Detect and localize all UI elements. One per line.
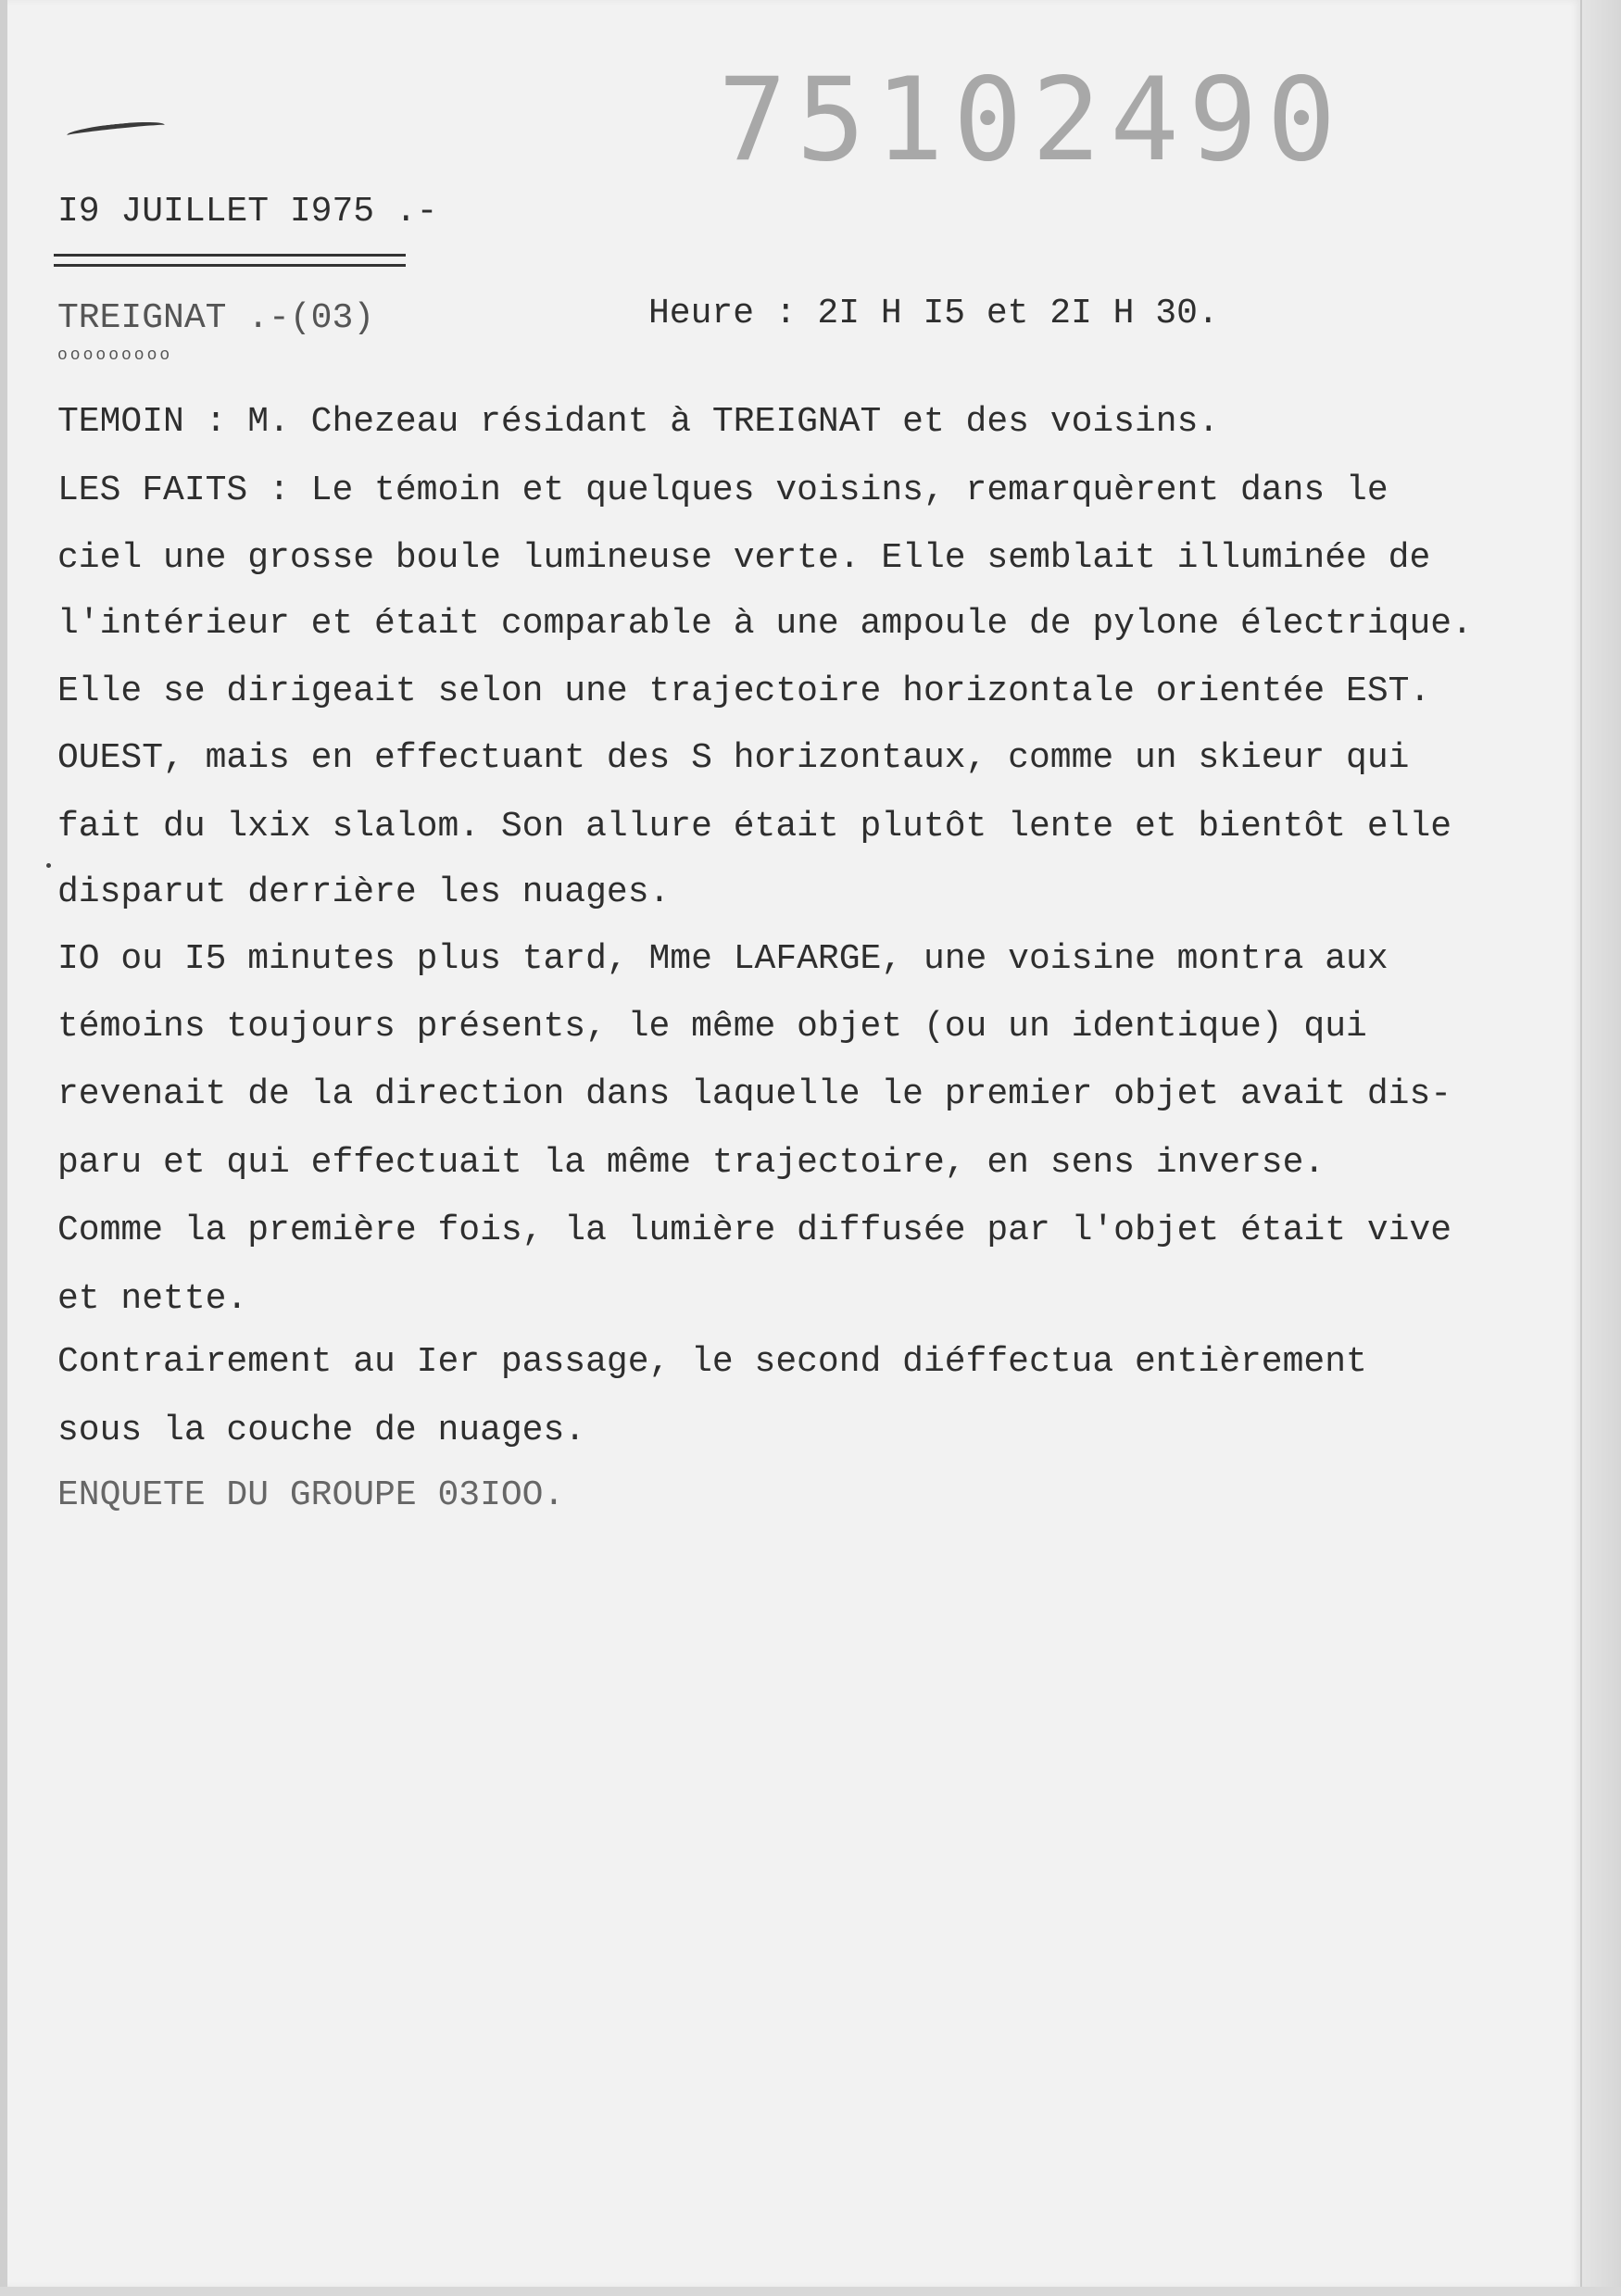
body-line: IO ou I5 minutes plus tard, Mme LAFARGE, une voisine montra aux [57, 939, 1389, 979]
body-line: TEMOIN : M. Chezeau résidant à TREIGNAT et des voisins. [57, 402, 1220, 442]
body-line: Elle se dirigeait selon une trajectoire horizontale orientée EST. [57, 671, 1431, 711]
body-line: revenait de la direction dans laquelle le premier objet avait dis- [57, 1074, 1452, 1114]
place-underline: ooooooooo [57, 346, 173, 365]
ink-dot [46, 863, 51, 868]
date-underline [54, 254, 406, 267]
report-date: I9 JUILLET I975 .- [57, 192, 438, 232]
body-line: ciel une grosse boule lumineuse verte. Elle semblait illuminée de [57, 538, 1431, 578]
body-line: l'intérieur et était comparable à une ampoule de pylone électrique. [57, 604, 1473, 644]
body-line: paru et qui effectuait la même trajectoire, en sens inverse. [57, 1143, 1326, 1183]
body-line: Comme la première fois, la lumière diffusée par l'objet était vive [57, 1211, 1452, 1250]
body-line: témoins toujours présents, le même objet (ou un identique) qui [57, 1007, 1367, 1047]
report-place: TREIGNAT .-(03) [57, 298, 375, 338]
archive-stamp-number: 75102490 [718, 54, 1346, 187]
body-line: Contrairement au Ier passage, le second diéffectua entièrement [57, 1342, 1367, 1382]
body-line: OUEST, mais en effectuant des S horizontaux, comme un skieur qui [57, 738, 1410, 778]
report-hour: Heure : 2I H I5 et 2I H 30. [648, 294, 1219, 333]
body-line: fait du lxix slalom. Son allure était plutôt lente et bientôt elle [57, 807, 1452, 847]
page-edge [1580, 0, 1621, 2296]
body-line: LES FAITS : Le témoin et quelques voisins, remarquèrent dans le [57, 470, 1389, 510]
body-line: disparut derrière les nuages. [57, 872, 671, 912]
body-line: ENQUETE DU GROUPE 03IOO. [57, 1475, 565, 1515]
body-line: sous la couche de nuages. [57, 1411, 586, 1450]
body-line: et nette. [57, 1279, 248, 1319]
page-bottom-edge [0, 2287, 1621, 2296]
